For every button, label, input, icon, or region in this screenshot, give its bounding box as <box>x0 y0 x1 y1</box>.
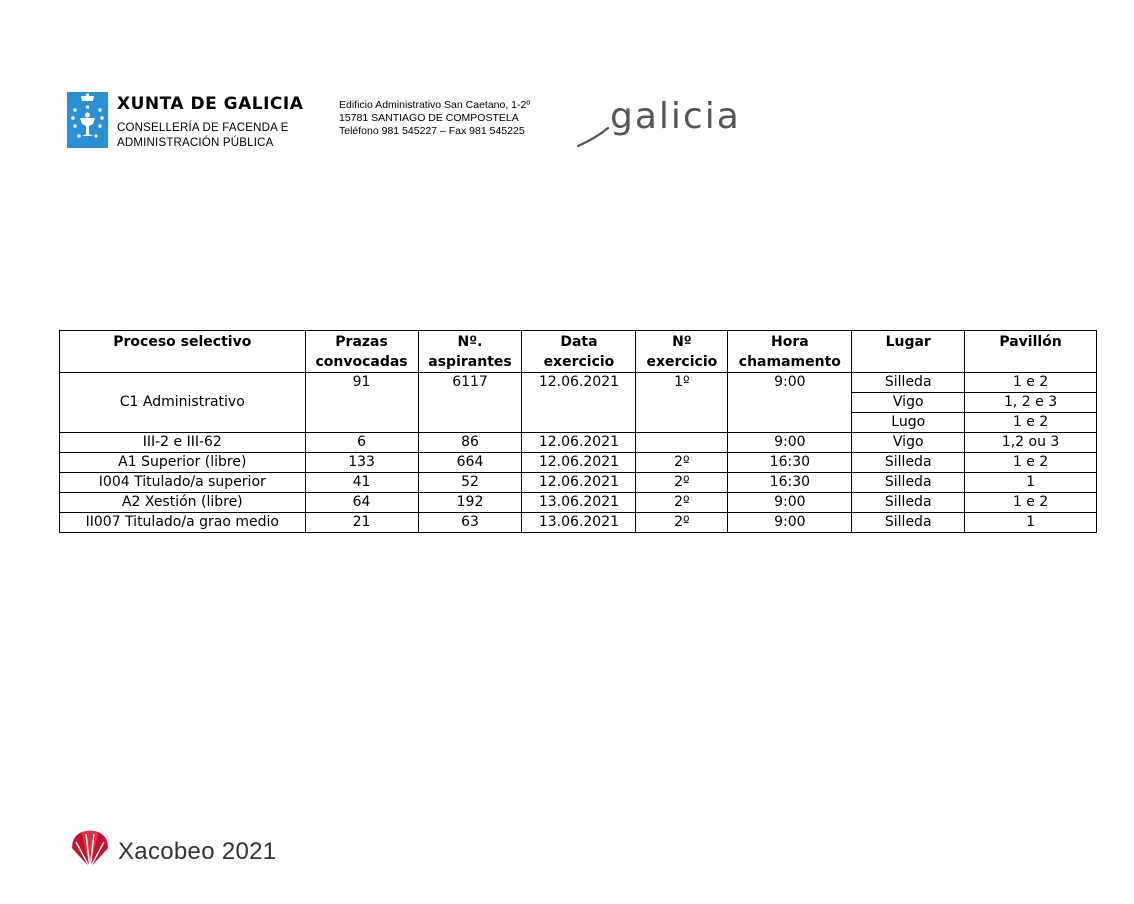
cell-prazas: 133 <box>305 453 418 473</box>
cell-proceso: II007 Titulado/a grao medio <box>60 513 306 533</box>
col-header-prazas: Prazas convocadas <box>305 331 418 373</box>
cell-prazas: 41 <box>305 473 418 493</box>
table-row <box>60 453 1097 473</box>
cell-hora: 16:30 <box>728 473 852 493</box>
cell-exercicio: 2º <box>636 473 728 493</box>
cell-exercicio: 2º <box>636 513 728 533</box>
table-row <box>60 493 1097 513</box>
exam-schedule-table <box>59 330 1097 533</box>
cell-exercicio: 2º <box>636 453 728 473</box>
cell-prazas: 21 <box>305 513 418 533</box>
address-line-3: Teléfono 981 545227 – Fax 981 545225 <box>339 125 525 137</box>
letterhead <box>0 0 1134 160</box>
table-row <box>60 513 1097 533</box>
cell-prazas: 91 <box>305 373 418 433</box>
table-row <box>60 473 1097 493</box>
col-header-exercicio: Nº exercicio <box>636 331 728 373</box>
xunta-shield-icon <box>67 92 108 148</box>
cell-lugar: Lugo <box>852 413 965 433</box>
cell-hora: 9:00 <box>728 433 852 453</box>
table-row <box>60 373 1097 393</box>
cell-pavillon: 1, 2 e 3 <box>965 393 1097 413</box>
cell-pavillon: 1 <box>965 473 1097 493</box>
cell-hora: 9:00 <box>728 493 852 513</box>
cell-aspirantes: 86 <box>418 433 522 453</box>
cell-data: 13.06.2021 <box>522 513 636 533</box>
cell-pavillon: 1 e 2 <box>965 413 1097 433</box>
cell-pavillon: 1 e 2 <box>965 453 1097 473</box>
cell-aspirantes: 63 <box>418 513 522 533</box>
col-header-hora: Hora chamamento <box>728 331 852 373</box>
cell-proceso: A1 Superior (libre) <box>60 453 306 473</box>
cell-exercicio <box>636 433 728 453</box>
xacobeo-label: Xacobeo 2021 <box>118 838 277 865</box>
cell-lugar: Silleda <box>852 373 965 393</box>
cell-data: 12.06.2021 <box>522 453 636 473</box>
cell-proceso: I004 Titulado/a superior <box>60 473 306 493</box>
cell-pavillon: 1 e 2 <box>965 373 1097 393</box>
cell-pavillon: 1 <box>965 513 1097 533</box>
department-line-2: ADMINISTRACIÓN PÚBLICA <box>117 137 274 149</box>
cell-hora: 9:00 <box>728 373 852 433</box>
cell-prazas: 6 <box>305 433 418 453</box>
address-line-1: Edificio Administrativo San Caetano, 1-2º <box>339 99 531 111</box>
cell-data: 13.06.2021 <box>522 493 636 513</box>
cell-lugar: Vigo <box>852 433 965 453</box>
cell-hora: 16:30 <box>728 453 852 473</box>
col-header-aspirantes: Nº. aspirantes <box>418 331 522 373</box>
cell-aspirantes: 192 <box>418 493 522 513</box>
cell-hora: 9:00 <box>728 513 852 533</box>
department-line-1: CONSELLERÍA DE FACENDA E <box>117 122 289 134</box>
cell-aspirantes: 664 <box>418 453 522 473</box>
cell-data: 12.06.2021 <box>522 373 636 433</box>
cell-exercicio: 2º <box>636 493 728 513</box>
cell-exercicio: 1º <box>636 373 728 433</box>
cell-proceso: C1 Administrativo <box>60 373 306 433</box>
scallop-shell-icon <box>68 828 112 877</box>
department-name <box>117 121 289 151</box>
cell-prazas: 64 <box>305 493 418 513</box>
col-header-proceso: Proceso selectivo <box>60 331 306 373</box>
table-header-row <box>60 331 1097 373</box>
address-line-2: 15781 SANTIAGO DE COMPOSTELA <box>339 112 519 124</box>
galicia-brand-logo <box>576 88 746 150</box>
cell-lugar: Silleda <box>852 473 965 493</box>
col-header-lugar: Lugar <box>852 331 965 373</box>
xacobeo-logo <box>68 826 298 874</box>
address-block <box>339 99 530 138</box>
cell-lugar: Silleda <box>852 513 965 533</box>
cell-proceso: A2 Xestión (libre) <box>60 493 306 513</box>
cell-lugar: Silleda <box>852 493 965 513</box>
cell-pavillon: 1,2 ou 3 <box>965 433 1097 453</box>
cell-proceso: III-2 e III-62 <box>60 433 306 453</box>
cell-lugar: Vigo <box>852 393 965 413</box>
cell-aspirantes: 52 <box>418 473 522 493</box>
org-name: XUNTA DE GALICIA <box>117 94 304 114</box>
cell-aspirantes: 6117 <box>418 373 522 433</box>
col-header-data: Data exercicio <box>522 331 636 373</box>
cell-data: 12.06.2021 <box>522 473 636 493</box>
table-row <box>60 433 1097 453</box>
cell-pavillon: 1 e 2 <box>965 493 1097 513</box>
cell-lugar: Silleda <box>852 453 965 473</box>
cell-data: 12.06.2021 <box>522 433 636 453</box>
col-header-pavillon: Pavillón <box>965 331 1097 373</box>
galicia-wordmark: galicia <box>610 96 741 137</box>
